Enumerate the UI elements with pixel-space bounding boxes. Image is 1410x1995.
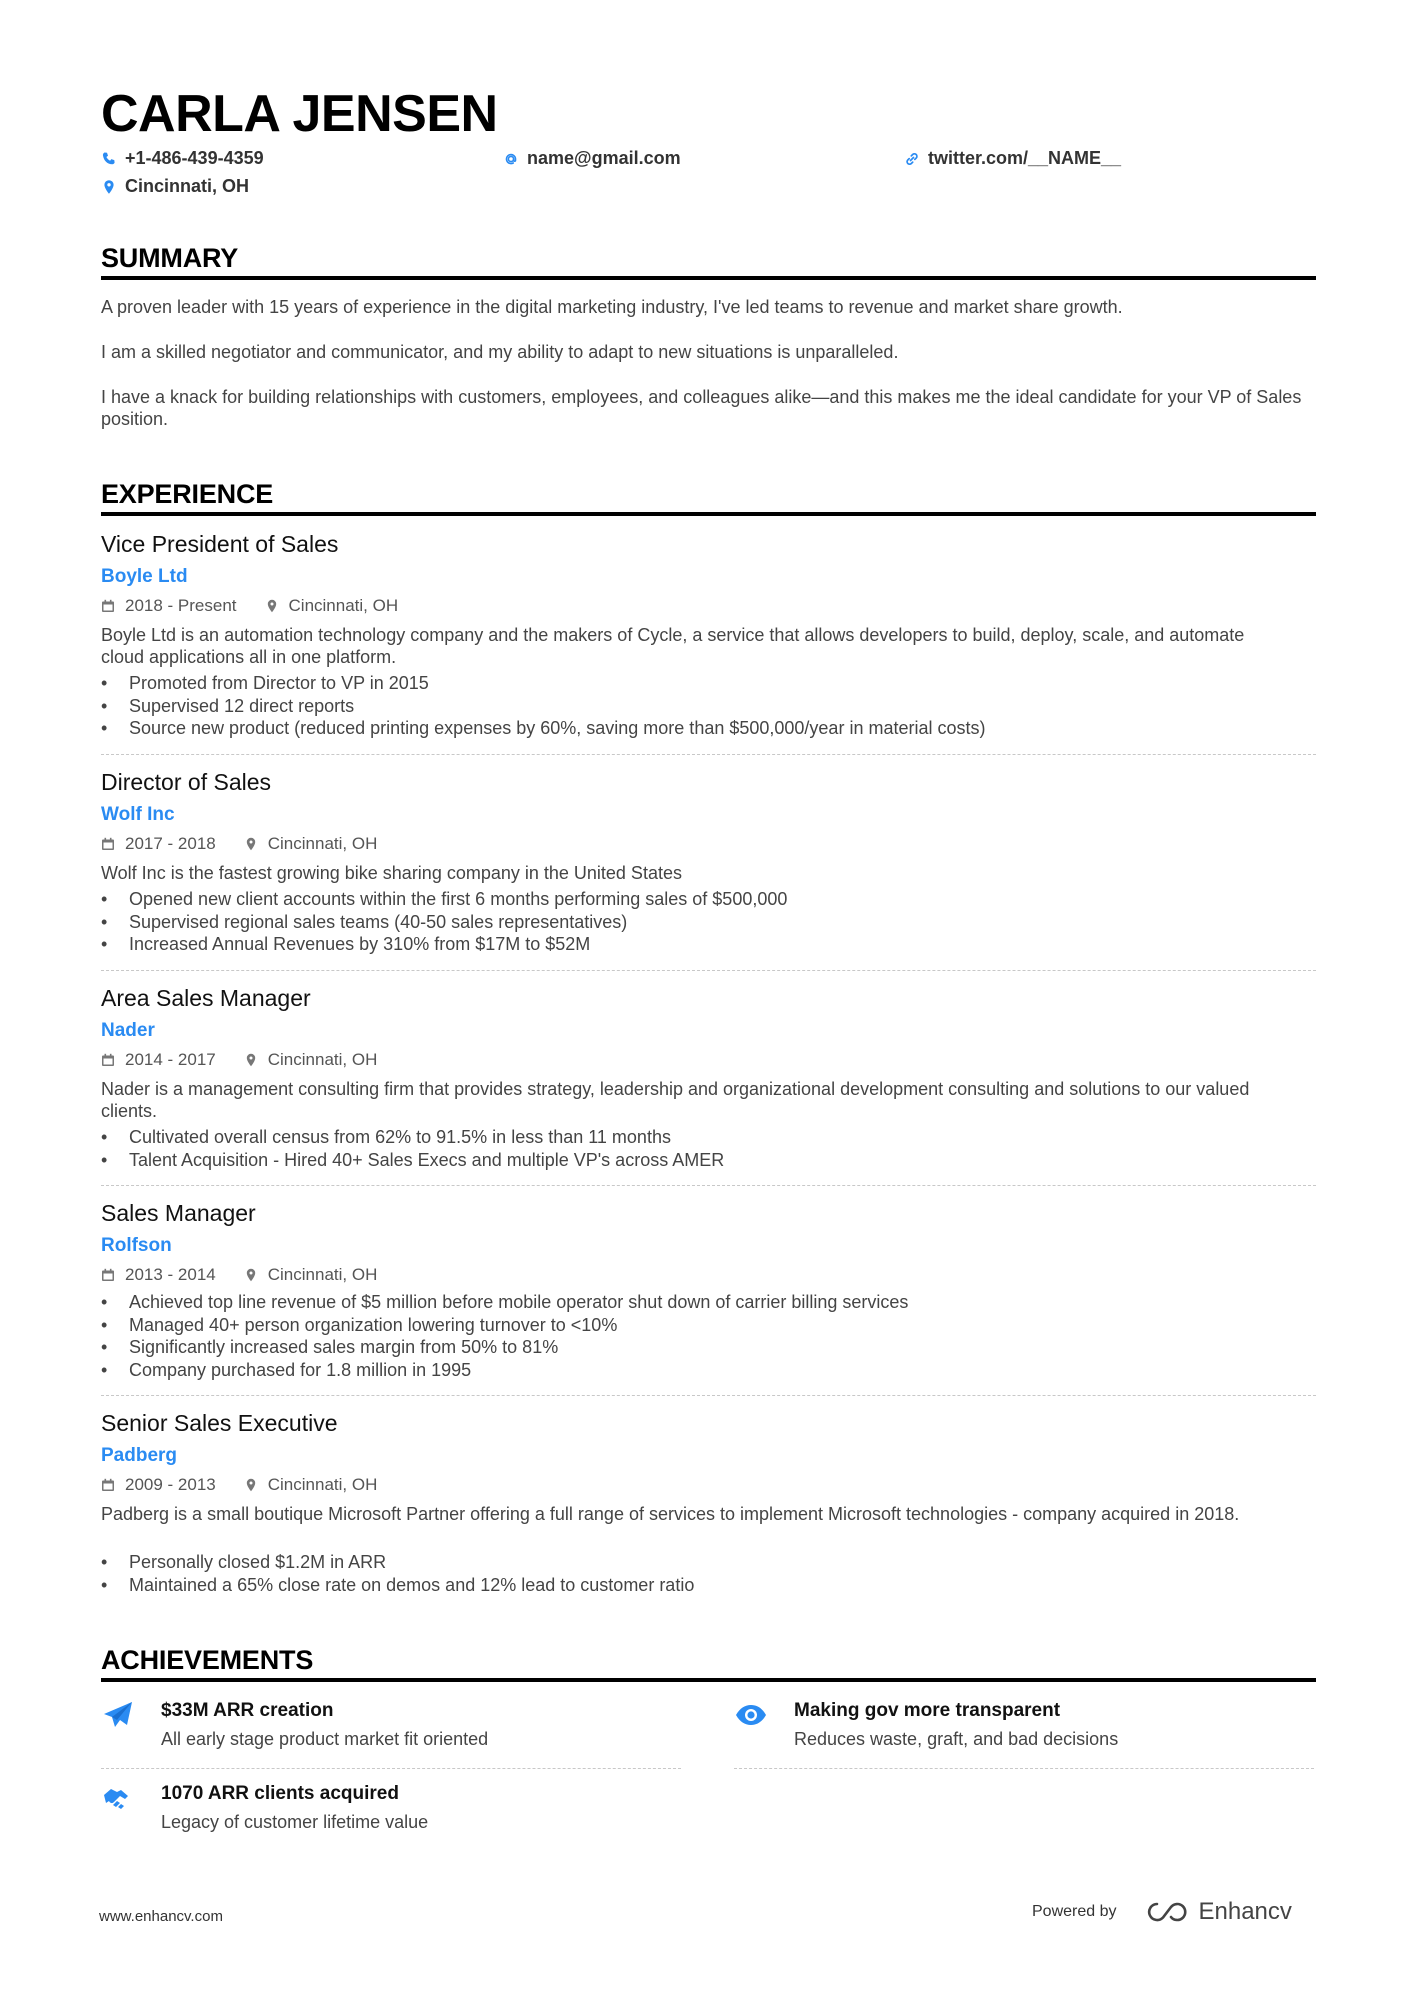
job-location: Cincinnati, OH: [288, 596, 399, 615]
map-pin-icon: [244, 1478, 258, 1492]
map-pin-icon: [265, 599, 279, 613]
calendar-icon: [101, 1268, 115, 1282]
job-dates: 2014 - 2017: [125, 1050, 216, 1069]
achievement-divider: [734, 1768, 1314, 1769]
company-name[interactable]: Nader: [101, 1020, 155, 1041]
phone-text: +1-486-439-4359: [125, 148, 264, 168]
list-item: • Significantly increased sales margin from 50% to 81%: [101, 1336, 1316, 1359]
job-title: Area Sales Manager: [101, 985, 311, 1011]
experience-divider: [101, 512, 1316, 516]
list-item: • Company purchased for 1.8 million in 1995: [101, 1359, 1316, 1382]
job-location: Cincinnati, OH: [267, 834, 378, 853]
powered-by-label: Powered by: [1032, 1903, 1117, 1920]
footer-website[interactable]: www.enhancv.com: [99, 1908, 223, 1925]
achievement-title: 1070 ARR clients acquired: [161, 1783, 399, 1804]
job-dates: 2009 - 2013: [125, 1475, 216, 1494]
job-divider: [101, 1185, 1316, 1186]
website-text: twitter.com/__NAME__: [928, 148, 1122, 168]
job-location: Cincinnati, OH: [267, 1265, 378, 1284]
list-item: • Promoted from Director to VP in 2015: [101, 672, 1316, 695]
calendar-icon: [101, 599, 115, 613]
job-meta: [101, 1050, 377, 1070]
achievement-title: Making gov more transparent: [794, 1700, 1061, 1721]
achievement-description: Legacy of customer lifetime value: [161, 1812, 429, 1832]
calendar-icon: [101, 837, 115, 851]
job-meta: [101, 1475, 377, 1495]
job-dates: 2017 - 2018: [125, 834, 216, 853]
list-item: • Managed 40+ person organization lowering turnover to <10%: [101, 1314, 1316, 1337]
job-divider: [101, 1395, 1316, 1396]
list-item: • Maintained a 65% close rate on demos and 12% lead to customer ratio: [101, 1574, 1316, 1597]
job-title: Vice President of Sales: [101, 531, 339, 557]
achievement-description: All early stage product market fit oriented: [161, 1729, 489, 1749]
location-text: Cincinnati, OH: [125, 176, 250, 196]
job-dates: 2013 - 2014: [125, 1265, 216, 1284]
list-item: • Opened new client accounts within the first 6 months performing sales of $500,000: [101, 888, 1316, 911]
summary-divider: [101, 276, 1316, 280]
email-text: name@gmail.com: [527, 148, 681, 168]
job-bullets: [101, 1551, 1316, 1596]
job-dates: 2018 - Present: [125, 596, 237, 615]
list-item: • Increased Annual Revenues by 310% from $17M to $52M: [101, 933, 1316, 956]
at-icon: [503, 151, 519, 167]
link-icon: [904, 151, 920, 167]
company-name[interactable]: Boyle Ltd: [101, 566, 188, 587]
job-bullets: [101, 888, 1316, 956]
calendar-icon: [101, 1478, 115, 1492]
list-item: • Talent Acquisition - Hired 40+ Sales Execs and multiple VP's across AMER: [101, 1149, 1316, 1172]
job-description: Nader is a management consulting firm that provides strategy, leadership and organizational development consulting and solutions to our valued clients.: [101, 1079, 1250, 1121]
job-title: Senior Sales Executive: [101, 1410, 338, 1436]
job-bullets: [101, 672, 1316, 740]
company-name[interactable]: Wolf Inc: [101, 804, 175, 825]
enhancv-logo[interactable]: [1143, 1898, 1292, 1926]
list-item: • Achieved top line revenue of $5 million before mobile operator shut down of carrier billing services: [101, 1291, 1316, 1314]
phone-icon: [101, 151, 117, 167]
summary-paragraph: I have a knack for building relationships with customers, employees, and colleagues alike—and this makes me the ideal candidate for your VP of Sales position.: [101, 387, 1302, 429]
candidate-name: CARLA JENSEN: [101, 85, 498, 143]
map-pin-icon: [101, 179, 117, 195]
achievements-heading: ACHIEVEMENTS: [101, 1645, 314, 1675]
list-item: • Personally closed $1.2M in ARR: [101, 1551, 1316, 1574]
company-name[interactable]: Rolfson: [101, 1235, 172, 1256]
list-item: • Source new product (reduced printing expenses by 60%, saving more than $500,000/year in material costs): [101, 717, 1316, 740]
handshake-icon: [101, 1783, 135, 1813]
experience-heading: EXPERIENCE: [101, 479, 274, 509]
enhancv-logo-icon: [1143, 1900, 1189, 1924]
summary-paragraph: I am a skilled negotiator and communicator, and my ability to adapt to new situations is unparalleled.: [101, 342, 899, 362]
map-pin-icon: [244, 1268, 258, 1282]
paper-plane-icon: [101, 1700, 135, 1730]
list-item: • Supervised regional sales teams (40-50 sales representatives): [101, 911, 1316, 934]
job-divider: [101, 970, 1316, 971]
achievement-description: Reduces waste, graft, and bad decisions: [794, 1729, 1119, 1749]
list-item: • Cultivated overall census from 62% to 91.5% in less than 11 months: [101, 1126, 1316, 1149]
contact-email[interactable]: [503, 148, 681, 169]
contact-phone: [101, 148, 264, 169]
summary-heading: SUMMARY: [101, 243, 239, 273]
calendar-icon: [101, 1053, 115, 1067]
job-meta: [101, 1265, 377, 1285]
footer-branding[interactable]: [1032, 1898, 1292, 1926]
job-bullets: [101, 1291, 1316, 1381]
achievement-title: $33M ARR creation: [161, 1700, 334, 1721]
map-pin-icon: [244, 1053, 258, 1067]
job-description: Wolf Inc is the fastest growing bike sharing company in the United States: [101, 863, 682, 883]
map-pin-icon: [244, 837, 258, 851]
job-location: Cincinnati, OH: [267, 1050, 378, 1069]
job-description: Padberg is a small boutique Microsoft Partner offering a full range of services to implement Microsoft technologies - company acquired in 2018.: [101, 1504, 1240, 1524]
list-item: • Supervised 12 direct reports: [101, 695, 1316, 718]
job-divider: [101, 754, 1316, 755]
contact-website[interactable]: [904, 148, 1121, 169]
contact-location: [101, 176, 249, 197]
achievement-divider: [101, 1768, 681, 1769]
eye-icon: [734, 1700, 768, 1730]
summary-paragraph: A proven leader with 15 years of experience in the digital marketing industry, I've led teams to revenue and market share growth.: [101, 297, 1123, 317]
job-title: Sales Manager: [101, 1200, 256, 1226]
brand-name: Enhancv: [1198, 1898, 1292, 1925]
job-description: Boyle Ltd is an automation technology company and the makers of Cycle, a service that allows developers to build, deploy, scale, and automate cloud applications all in one platform.: [101, 625, 1245, 667]
achievements-divider: [101, 1678, 1316, 1682]
job-meta: [101, 596, 398, 616]
company-name[interactable]: Padberg: [101, 1445, 178, 1466]
job-bullets: [101, 1126, 1316, 1171]
job-title: Director of Sales: [101, 769, 272, 795]
job-location: Cincinnati, OH: [267, 1475, 378, 1494]
job-meta: [101, 834, 377, 854]
